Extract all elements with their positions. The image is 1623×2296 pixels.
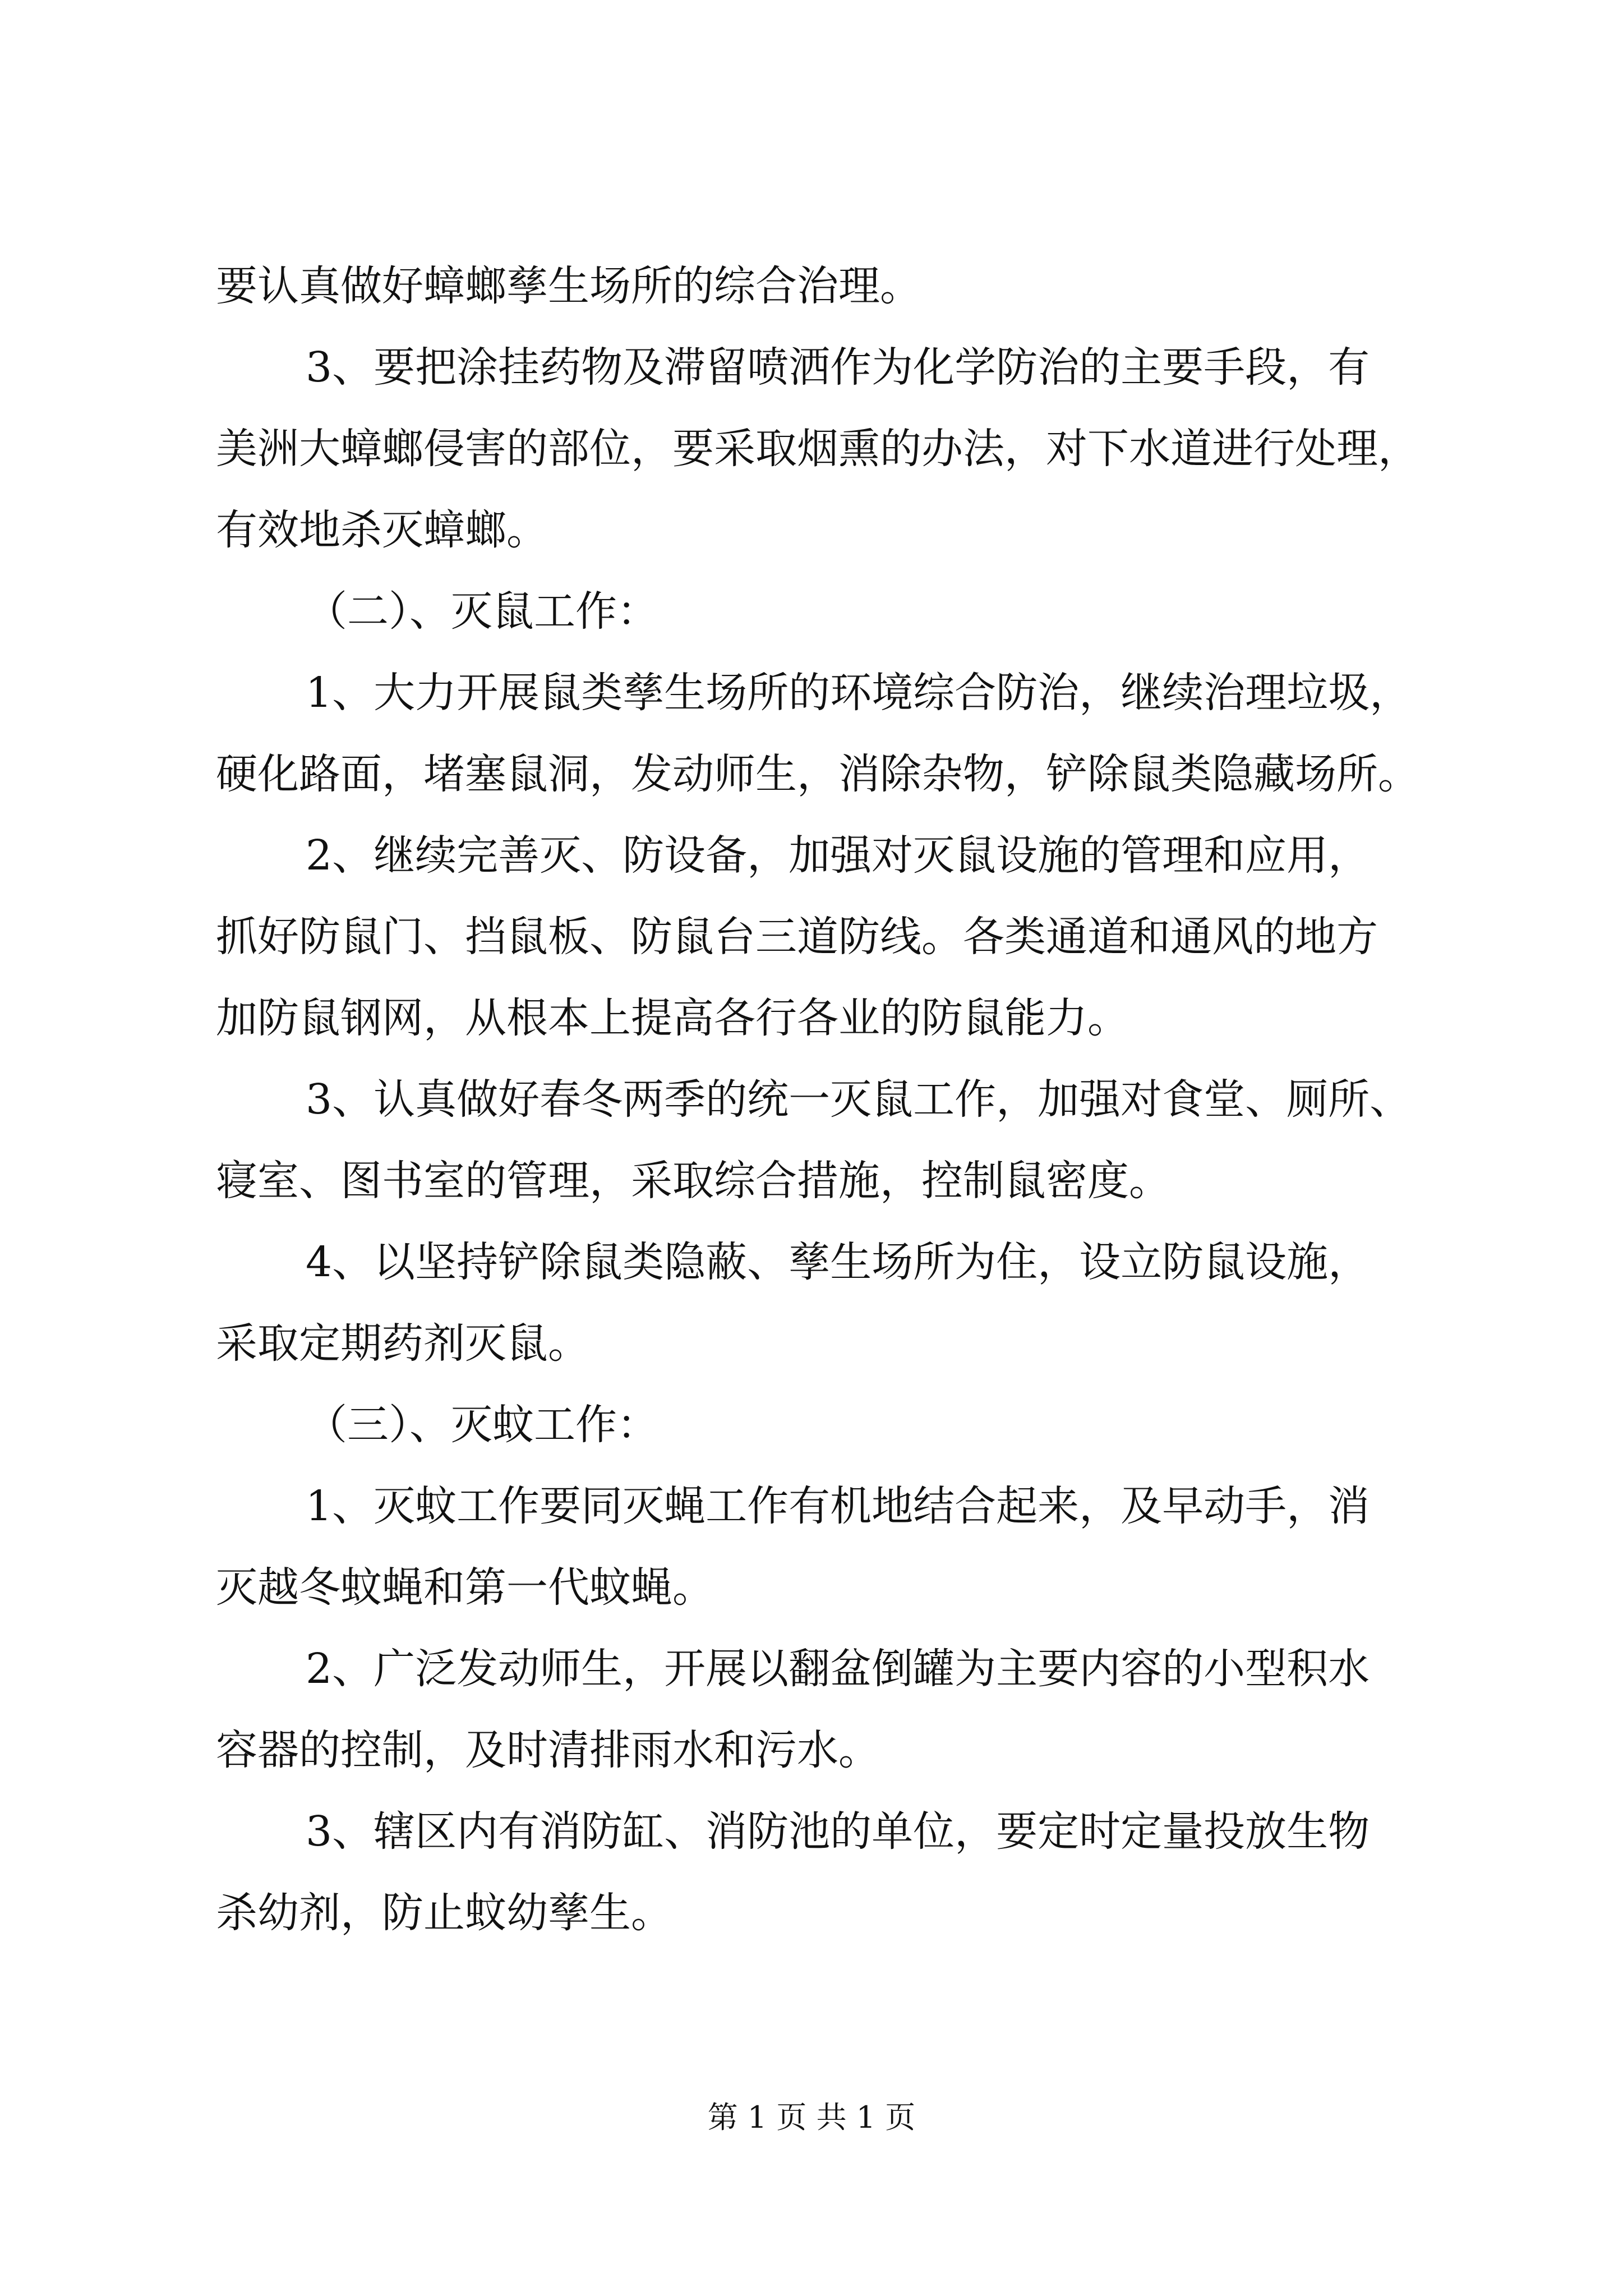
text-line: 3、辖区内有消防缸、消防池的单位，要定时定量投放生物 xyxy=(306,1807,1370,1856)
text-line: 加防鼠钢网，从根本上提高各行各业的防鼠能力。 xyxy=(216,994,1129,1042)
text-line: 灭越冬蚊蝇和第一代蚊蝇。 xyxy=(216,1563,714,1612)
text-line: 有效地杀灭蟑螂。 xyxy=(216,506,548,554)
text-line: 3、要把涂挂药物及滞留喷洒作为化学防治的主要手段，有 xyxy=(306,343,1370,392)
text-line: 采取定期药剂灭鼠。 xyxy=(216,1319,589,1368)
text-line: 2、广泛发动师生，开展以翻盆倒罐为主要内容的小型积水 xyxy=(306,1645,1370,1693)
text-line: 寝室、图书室的管理，采取综合措施，控制鼠密度。 xyxy=(216,1157,1170,1205)
text-line: 1、大力开展鼠类孳生场所的环境综合防治，继续治理垃圾， xyxy=(306,669,1412,717)
page-footer: 第 1 页 共 1 页 xyxy=(707,2100,916,2135)
text-line: 2、继续完善灭、防设备，加强对灭鼠设施的管理和应用， xyxy=(306,831,1370,880)
text-line: 杀幼剂，防止蚊幼孳生。 xyxy=(216,1889,672,1937)
text-line: 要认真做好蟑螂孳生场所的综合治理。 xyxy=(216,262,921,310)
section-heading: （三）、灭蚊工作： xyxy=(306,1401,658,1449)
text-line: 美洲大蟑螂侵害的部位，要采取烟熏的办法，对下水道进行处理， xyxy=(216,425,1419,473)
text-line: 3、认真做好春冬两季的统一灭鼠工作，加强对食堂、厕所、 xyxy=(306,1075,1412,1124)
section-heading: （二）、灭鼠工作： xyxy=(306,587,658,636)
text-line: 4、以坚持铲除鼠类隐蔽、孳生场所为住，设立防鼠设施， xyxy=(306,1238,1370,1286)
text-line: 1、灭蚊工作要同灭蝇工作有机地结合起来，及早动手，消 xyxy=(306,1482,1370,1530)
text-line: 硬化路面，堵塞鼠洞，发动师生，消除杂物，铲除鼠类隐藏场所。 xyxy=(216,750,1419,798)
text-line: 容器的控制，及时清排雨水和污水。 xyxy=(216,1726,880,1774)
text-line: 抓好防鼠门、挡鼠板、防鼠台三道防线。各类通道和通风的地方 xyxy=(216,913,1378,961)
